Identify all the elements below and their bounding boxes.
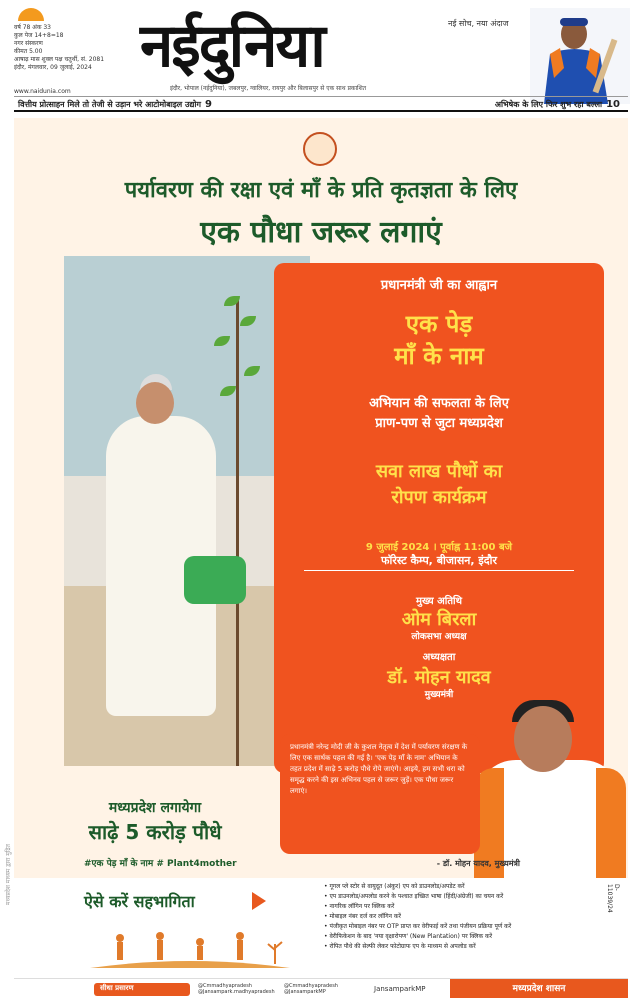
list-item: • गूगल प्ले स्टोर से वायुदूत (अंकुर) एप को डाउनलोड/अपडेट करें <box>324 882 624 892</box>
quote-attribution: - डॉ. मोहन यादव, मुख्यमंत्री <box>436 859 520 868</box>
youtube-handle[interactable]: JansamparkMP <box>374 985 426 993</box>
side-credit: मध्यप्रदेश माध्यम द्वारा मुद्रित <box>5 844 12 905</box>
list-item: • मोबाइल नंबर दर्ज कर लॉगिन करें <box>324 912 624 922</box>
list-item: • रोपित पौधे की सेल्फी लेकर फोटोग्राफ एप के माध्यम से अपलोड करें <box>324 942 624 952</box>
facebook-handles[interactable]: @Cmmadhyapradesh @Jansampark.madhyapradesh <box>198 983 275 995</box>
sapling-icon <box>236 296 239 766</box>
ad-heading-line1: पर्यावरण की रक्षा एवं माँ के प्रति कृतज्ञता के लिए <box>124 178 518 203</box>
government-advertisement <box>14 118 628 998</box>
cm-quote: प्रधानमंत्री नरेन्द्र मोदी जी के कुशल नेतृत्व में देश में पर्यावरण संरक्षण के लिए एक सार्थक पहल की गई है। 'एक पेड़ माँ के नाम' अभियान के तहत प्रदेश में साढ़े 5 करोड़ पौधे रोपे जाएंगे। आइये, हम सभी धरा को समृद्ध करने की इस अभिनव पहल से जरूर जुड़ें। एक पौधा जरूर लगाएं। <box>280 734 480 854</box>
teaser-strip <box>14 96 628 112</box>
masthead <box>0 0 640 96</box>
event-venue: फॉरेस्ट कैम्प, बीजासन, इंदौर <box>304 553 574 571</box>
newspaper-logo: नईदुनिया <box>140 11 324 81</box>
twitter-handles[interactable]: @Cmmadhyapradesh @JansamparkMP <box>284 983 338 995</box>
teaser-right[interactable]: अभिषेक के लिए फिर शुभ रहा बल्ला 10 <box>494 99 620 110</box>
mp-target-line2: साढ़े 5 करोड़ पौधे <box>88 820 222 844</box>
list-item: • वेरीफिकेशन के बाद 'नया वृक्षारोपण' (New Plantation) पर क्लिक करें <box>324 932 624 942</box>
cricketer-photo <box>530 8 630 104</box>
mp-govt-emblem-icon <box>303 132 337 166</box>
seedha-prasaran-badge: सीधा प्रसारण <box>94 983 190 996</box>
event-panel: प्रधानमंत्री जी का आह्वान एक पेड़ माँ के नाम अभियान की सफलता के लिए प्राण-पण से जुटा मध्यप्रदेश सवा लाख पौधों का रोपण कार्यक्रम 9 जुलाई 2024 । पूर्वाह्न 11:00 बजे फॉरेस्ट कैम्प, बीजासन, इंदौर मुख्य अतिथि ओम बिरला लोकसभा अध्यक्ष अध्यक्षता डॉ. मोहन यादव मुख्यमंत्री <box>274 263 604 773</box>
issue-meta: वर्ष 78 अंक 33 कुल पेज 14+8=18 नगर संस्करण कीमत 5.00 आषाढ़ मास शुक्ल पक्ष चतुर्थी, सं. 2081 इंदौर, मंगलवार, 09 जुलाई, 2024 <box>14 24 105 71</box>
arrow-right-icon <box>252 892 266 910</box>
sun-logo-icon <box>18 8 44 21</box>
teaser-left[interactable]: वित्तीय प्रोत्साहन मिले तो तेजी से उड़ान भरे आटोमोबाइल उद्योग 9 <box>18 99 212 110</box>
event-date: 9 जुलाई 2024 । पूर्वाह्न 11:00 बजे <box>365 542 513 553</box>
ad-footer <box>14 978 628 998</box>
ad-code: D-11039/24 <box>606 884 620 913</box>
mp-govt-label: मध्यप्रदेश शासन <box>450 979 628 998</box>
tagline: नई सोच, नया अंदाज <box>448 19 509 28</box>
participation-title: ऐसे करें सहभागिता <box>84 892 195 911</box>
chief-minister-photo <box>464 698 628 878</box>
participation-steps <box>324 882 624 952</box>
list-item: • एप डाउनलोड/अपलोड करने के पश्चात इच्छित भाषा (हिंदी/अंग्रेजी) का चयन करें <box>324 892 624 902</box>
mp-target-line1: मध्यप्रदेश लगायेगा <box>108 800 202 816</box>
ad-heading-line2: एक पौधा जरूर लगाएं <box>200 215 442 250</box>
hashtags: #एक पेड़ माँ के नाम # Plant4mother <box>84 859 237 869</box>
list-item: • नागरिक लॉगिन पर क्लिक करें <box>324 902 624 912</box>
editions-line: इंदौर, भोपाल (नईदुनिया), जबलपुर, ग्वालियर, रायपुर और बिलासपुर से एक साथ प्रकाशित <box>170 85 367 92</box>
planting-silhouettes-icon <box>90 924 290 970</box>
list-item: • पंजीकृत मोबाइल नंबर पर OTP प्राप्त कर वेरीफाई करें तथा पंजीयन प्रक्रिया पूर्ण करें <box>324 922 624 932</box>
website-link[interactable]: www.naidunia.com <box>14 88 71 95</box>
participation-section <box>14 878 628 998</box>
watering-can-icon <box>184 556 246 604</box>
